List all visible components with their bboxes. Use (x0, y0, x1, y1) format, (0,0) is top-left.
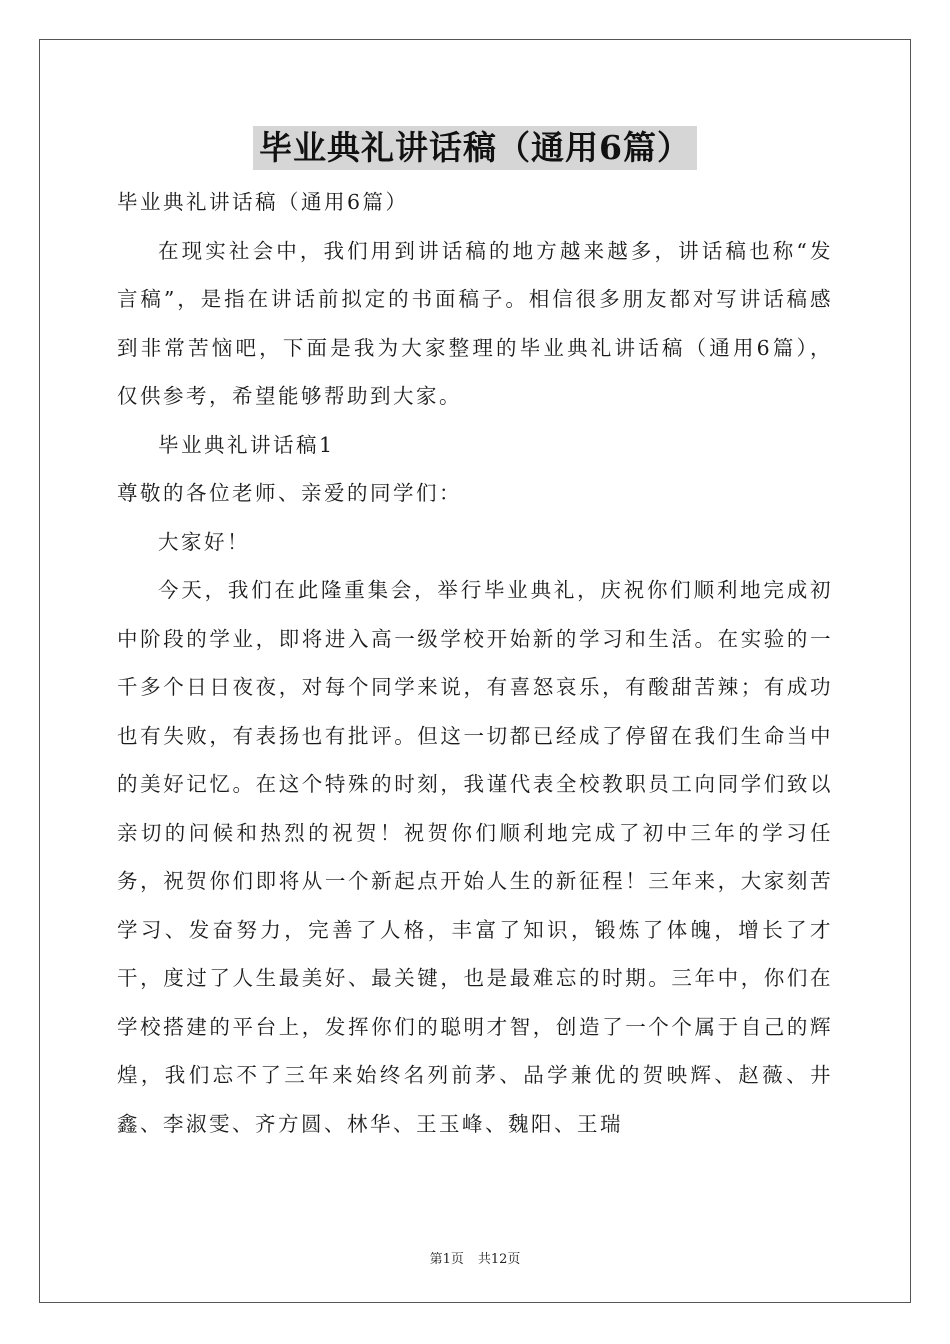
subtitle-paragraph: 毕业典礼讲话稿（通用6篇） (117, 190, 409, 214)
greeting-paragraph: 大家好！ (158, 529, 250, 554)
title-container (0, 126, 950, 170)
page-total: 共12页 (477, 1252, 521, 1267)
page-footer (0, 1248, 950, 1267)
intro-paragraph: 在现实社会中，我们用到讲话稿的地方越来越多，讲话稿也称“发言稿”，是指在讲话前拟定的书面稿子。相信很多朋友都对写讲话稿感到非常苦恼吧，下面是我为大家整理的毕业典礼讲话稿（通用6篇），仅供参考，希望能够帮助到大家。 (117, 238, 833, 408)
speech-paragraph: 今天，我们在此隆重集会，举行毕业典礼，庆祝你们顺利地完成初中阶段的学业，即将进入高一级学校开始新的学习和生活。在实验的一千多个日日夜夜，对每个同学来说，有喜怒哀乐，有酸甜苦辣；有成功也有失败，有表扬也有批评。但这一切都已经成了停留在我们生命当中的美好记忆。在这个特殊的时刻，我谨代表全校教职员工向同学们致以亲切的问候和热烈的祝贺！祝贺你们顺利地完成了初中三年的学习任务，祝贺你们即将从一个新起点开始人生的新征程！三年来，大家刻苦学习、发奋努力，完善了人格，丰富了知识，锻炼了体魄，增长了才干，度过了人生最美好、最关键，也是最难忘的时期。三年中，你们在学校搭建的平台上，发挥你们的聪明才智，创造了一个个属于自己的辉煌，我们忘不了三年来始终名列前茅、品学兼优的贺映辉、赵薇、井鑫、李淑雯、齐方圆、林华、王玉峰、魏阳、王瑞 (117, 578, 833, 1136)
document-body (117, 178, 833, 1148)
page-number: 第1页 (429, 1252, 464, 1267)
document-title: 毕业典礼讲话稿（通用6篇） (253, 126, 697, 170)
salutation-paragraph: 尊敬的各位老师、亲爱的同学们： (117, 481, 462, 505)
section-heading: 毕业典礼讲话稿1 (158, 432, 335, 457)
